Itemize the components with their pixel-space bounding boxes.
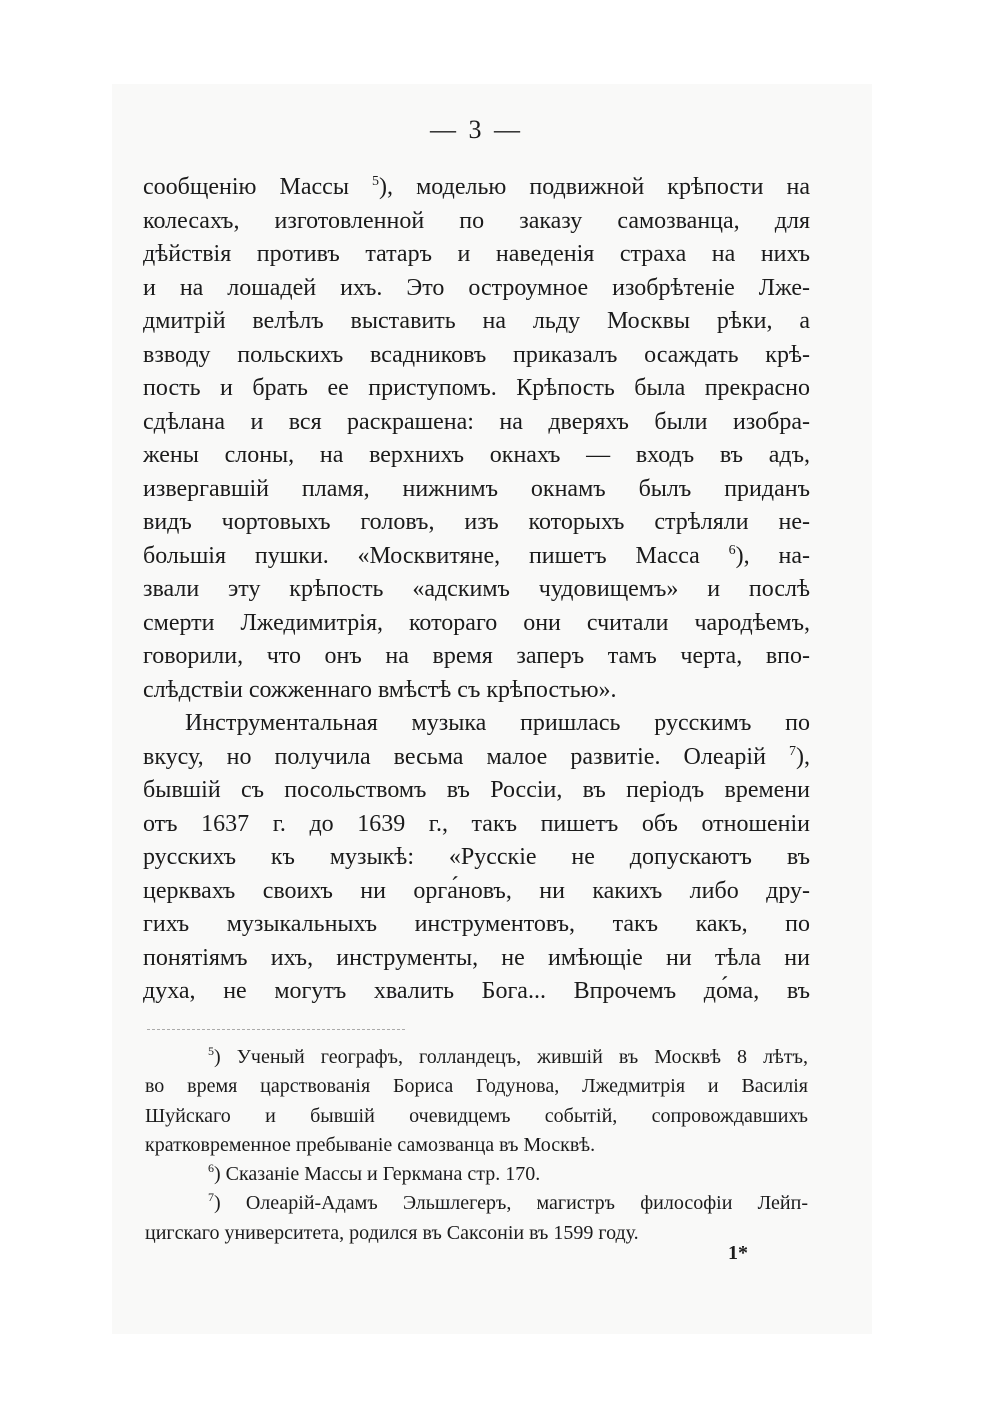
text-line: бывшій съ посольствомъ въ Россіи, въ періодъ времени	[143, 777, 810, 803]
line-text: ),	[796, 743, 810, 770]
footnote-marker: 5	[208, 1044, 214, 1058]
text-line: пость и брать ее приступомъ. Крѣпость была прекрасно	[143, 375, 810, 401]
text-line: колесахъ, изготовленной по заказу самозванца, для	[143, 207, 810, 234]
footnote-6	[145, 1160, 808, 1189]
text-line: понятіямъ ихъ, инструменты, не имѣющіе ни тѣла ни	[143, 944, 810, 971]
text-line	[143, 171, 810, 205]
signature-mark: 1*	[728, 1242, 748, 1264]
text-line: звали эту крѣпость «адскимъ чудовищемъ» и послѣ	[143, 576, 810, 602]
text-line: церквахъ своихъ ни орга́новъ, ни какихъ либо дру-	[143, 877, 810, 904]
line-text: сообщенію Массы	[143, 174, 373, 200]
footnote-marker: 7	[208, 1190, 214, 1205]
footnotes-block	[145, 1043, 808, 1248]
text-line: и на лошадей ихъ. Это остроумное изобрѣтеніе Лже-	[143, 274, 810, 301]
text-line	[143, 741, 810, 775]
text-line: сдѣлана и вся раскрашена: на дверяхъ были изобра-	[143, 408, 810, 435]
paragraph-first-line: Инструментальная музыка пришлась русскимъ по	[185, 710, 810, 736]
text-line: духа, не могутъ хвалить Бога... Впрочемъ до́ма, въ	[143, 978, 810, 1004]
text-line: дѣйствія противъ татаръ и наведенія страха на нихъ	[143, 241, 810, 267]
footnote-text: ) Олеарій-Адамъ Эльшлегеръ, магистръ философіи Лейп-	[214, 1192, 808, 1215]
line-text: вкусу, но получила весьма малое развитіе. Олеарій	[143, 743, 789, 770]
footnote-line: Шуйскаго и бывшій очевидцемъ событій, сопровождавшихъ	[145, 1104, 808, 1127]
main-text-body	[143, 171, 810, 1009]
text-line: жены слоны, на верхнихъ окнахъ — входъ въ адъ,	[143, 442, 810, 468]
footnote-line: во время царствованія Бориса Годунова, Лжедмитрія и Василія	[145, 1075, 808, 1098]
footnote-marker: 6	[208, 1161, 214, 1176]
footnote-line: кратковременное пребываніе самозванца въ Москвѣ.	[145, 1133, 596, 1156]
text-line: гихъ музыкальныхъ инструментовъ, такъ какъ, по	[143, 911, 810, 937]
footnote-ref-5: 5	[372, 174, 380, 189]
text-line: смерти Лжедимитрія, котораго они считали чародѣемъ,	[143, 609, 810, 636]
page-number-header: — 3 —	[430, 115, 523, 144]
paragraph-last-line: слѣдствіи сожженнаго вмѣстѣ съ крѣпостью».	[143, 676, 617, 703]
footnote-7	[145, 1189, 808, 1218]
text-line: взводу польскихъ всадниковъ приказалъ осаждать крѣ-	[143, 341, 810, 368]
line-text: ), на-	[735, 542, 810, 569]
footnote-separator	[147, 1029, 405, 1030]
footnote-5	[145, 1043, 808, 1072]
footnote-line: цигскаго университета, родился въ Саксоніи въ 1599 году.	[145, 1221, 639, 1244]
line-text: большія пушки. «Москвитяне, пишетъ Масса	[143, 542, 729, 569]
footnote-ref-7: 7	[789, 743, 796, 759]
text-line: русскихъ къ музыкѣ: «Русскіе не допускаютъ въ	[143, 844, 810, 870]
footnote-text: ) Сказаніе Массы и Геркмана стр. 170.	[214, 1163, 541, 1186]
text-line	[143, 540, 810, 574]
text-line: отъ 1637 г. до 1639 г., такъ пишетъ объ отношеніи	[143, 810, 810, 837]
text-line: дмитрій велѣлъ выставить на льду Москвы рѣки, а	[143, 308, 810, 334]
footnote-ref-6: 6	[728, 542, 736, 558]
text-line: говорили, что онъ на время заперъ тамъ черта, впо-	[143, 643, 810, 669]
footnote-text: ) Ученый географъ, голландецъ, жившій въ Москвѣ 8 лѣтъ,	[214, 1046, 808, 1068]
line-text: ), моделью подвижной крѣпости на	[379, 174, 810, 200]
text-line: видъ чортовыхъ головъ, изъ которыхъ стрѣляли не-	[143, 509, 810, 535]
text-line: извергавшій пламя, нижнимъ окнамъ былъ приданъ	[143, 475, 810, 502]
